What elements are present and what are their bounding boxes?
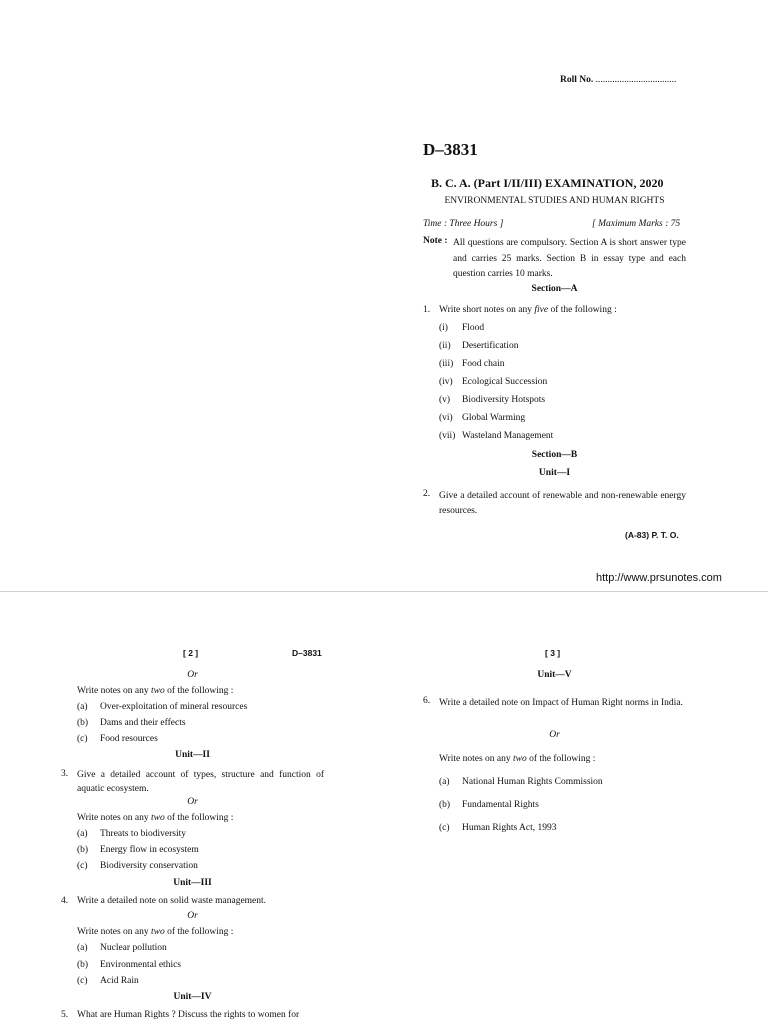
page-divider (0, 591, 768, 592)
section-a-heading: Section—A (531, 284, 578, 294)
list-item-text: Threats to biodiversity (100, 829, 187, 839)
list-item-text: Fundamental Rights (462, 800, 539, 810)
q4-number: 4. (61, 896, 69, 906)
or-separator: Or (549, 730, 560, 740)
q4-text: Write a detailed note on solid waste management. (77, 896, 267, 906)
notes-instruction: Write notes on any two of the following : (439, 754, 596, 764)
list-item-text: Food chain (462, 359, 505, 369)
list-item: (ii) (439, 341, 451, 351)
list-item-text: Energy flow in ecosystem (100, 845, 199, 855)
list-item-text: Flood (462, 323, 485, 333)
list-item-text: Biodiversity Hotspots (462, 395, 546, 405)
q1-number: 1. (423, 305, 431, 315)
list-item-text: Desertification (462, 341, 519, 351)
q6-text: Write a detailed note on Impact of Human Right norms in India. (439, 698, 683, 708)
notes-instruction: Write notes on any two of the following : (77, 927, 234, 937)
list-item-text: Biodiversity conservation (100, 861, 198, 871)
list-item-num: (a) (77, 829, 88, 839)
list-item: (i) (439, 323, 448, 333)
paper-code: D–3831 (423, 140, 478, 159)
list-item-text: Acid Rain (100, 976, 139, 986)
list-item-text: Global Warming (462, 413, 526, 423)
q2-text: Give a detailed account of renewable and non-renewable energy resources. (439, 491, 686, 516)
list-item: (vii) (439, 431, 456, 441)
page-number: [ 2 ] (183, 648, 199, 658)
list-item: (iii) (439, 359, 454, 369)
unit-3-heading: Unit—III (173, 878, 212, 888)
list-item-text: National Human Rights Commission (462, 777, 603, 787)
website-link[interactable]: http://www.prsunotes.com (596, 572, 722, 584)
q6-number: 6. (423, 696, 431, 706)
list-item-num: (b) (77, 960, 89, 970)
page-number: [ 3 ] (545, 648, 561, 658)
q1-text-emphasis: five (534, 305, 549, 315)
list-item-text: Human Rights Act, 1993 (462, 823, 557, 833)
max-marks-label: [ Maximum Marks : 75 (592, 219, 681, 229)
notes-instruction: Write notes on any two of the following : (77, 686, 234, 696)
q3-text: Give a detailed account of types, structure and function of aquatic ecosystem. (77, 770, 324, 794)
unit-4-heading: Unit—IV (173, 992, 212, 1002)
roll-dots: .................................. (595, 75, 677, 85)
note-text: All questions are compulsory. Section A is short answer type and carries 25 marks. Section B in essay type and each question carries 10 marks. (453, 238, 686, 279)
paper-code-header: D–3831 (292, 648, 322, 658)
roll-number-field (560, 75, 676, 85)
list-item: (iv) (439, 377, 453, 387)
list-item-text: Ecological Succession (462, 377, 548, 387)
list-item-num: (c) (439, 823, 450, 833)
unit-2-heading: Unit—II (175, 750, 210, 760)
note-label: Note : (423, 236, 448, 246)
list-item-text: Wasteland Management (462, 431, 554, 441)
subject-title: ENVIRONMENTAL STUDIES AND HUMAN RIGHTS (444, 196, 665, 206)
list-item-num: (b) (439, 800, 451, 810)
q5-text: What are Human Rights ? Discuss the rights to women for (77, 1010, 300, 1020)
unit-1-heading: Unit—I (538, 468, 571, 478)
or-separator: Or (187, 911, 198, 921)
or-separator: Or (187, 670, 198, 680)
list-item-num: (c) (77, 734, 88, 744)
list-item-text: Nuclear pollution (100, 943, 167, 953)
list-item-text: Over-exploitation of mineral resources (100, 702, 248, 712)
list-item-num: (a) (439, 777, 450, 787)
q5-number: 5. (61, 1010, 69, 1020)
q1-text (439, 305, 617, 315)
section-b-heading: Section—B (531, 450, 578, 460)
list-item-num: (b) (77, 718, 89, 728)
list-item-text: Food resources (100, 734, 158, 744)
unit-5-heading: Unit—V (537, 670, 572, 680)
list-item: (v) (439, 395, 451, 405)
list-item-text: Dams and their effects (100, 718, 186, 728)
page-footer: (A-83) P. T. O. (625, 530, 679, 540)
list-item-num: (a) (77, 702, 88, 712)
list-item-num: (b) (77, 845, 89, 855)
or-separator: Or (187, 797, 198, 807)
notes-instruction: Write notes on any two of the following : (77, 813, 234, 823)
time-label: Time : Three Hours ] (423, 219, 504, 229)
list-item-text: Environmental ethics (100, 960, 181, 970)
q3-number: 3. (61, 769, 69, 779)
list-item: (vi) (439, 413, 453, 423)
list-item-num: (a) (77, 943, 88, 953)
q1-text-post: of the following : (548, 305, 617, 315)
q2-number: 2. (423, 489, 431, 499)
q1-text-pre: Write short notes on any (439, 305, 535, 315)
roll-label: Roll No. (560, 75, 594, 85)
exam-title: B. C. A. (Part I/II/III) EXAMINATION, 2020 (431, 176, 664, 190)
list-item-num: (c) (77, 861, 88, 871)
list-item-num: (c) (77, 976, 88, 986)
